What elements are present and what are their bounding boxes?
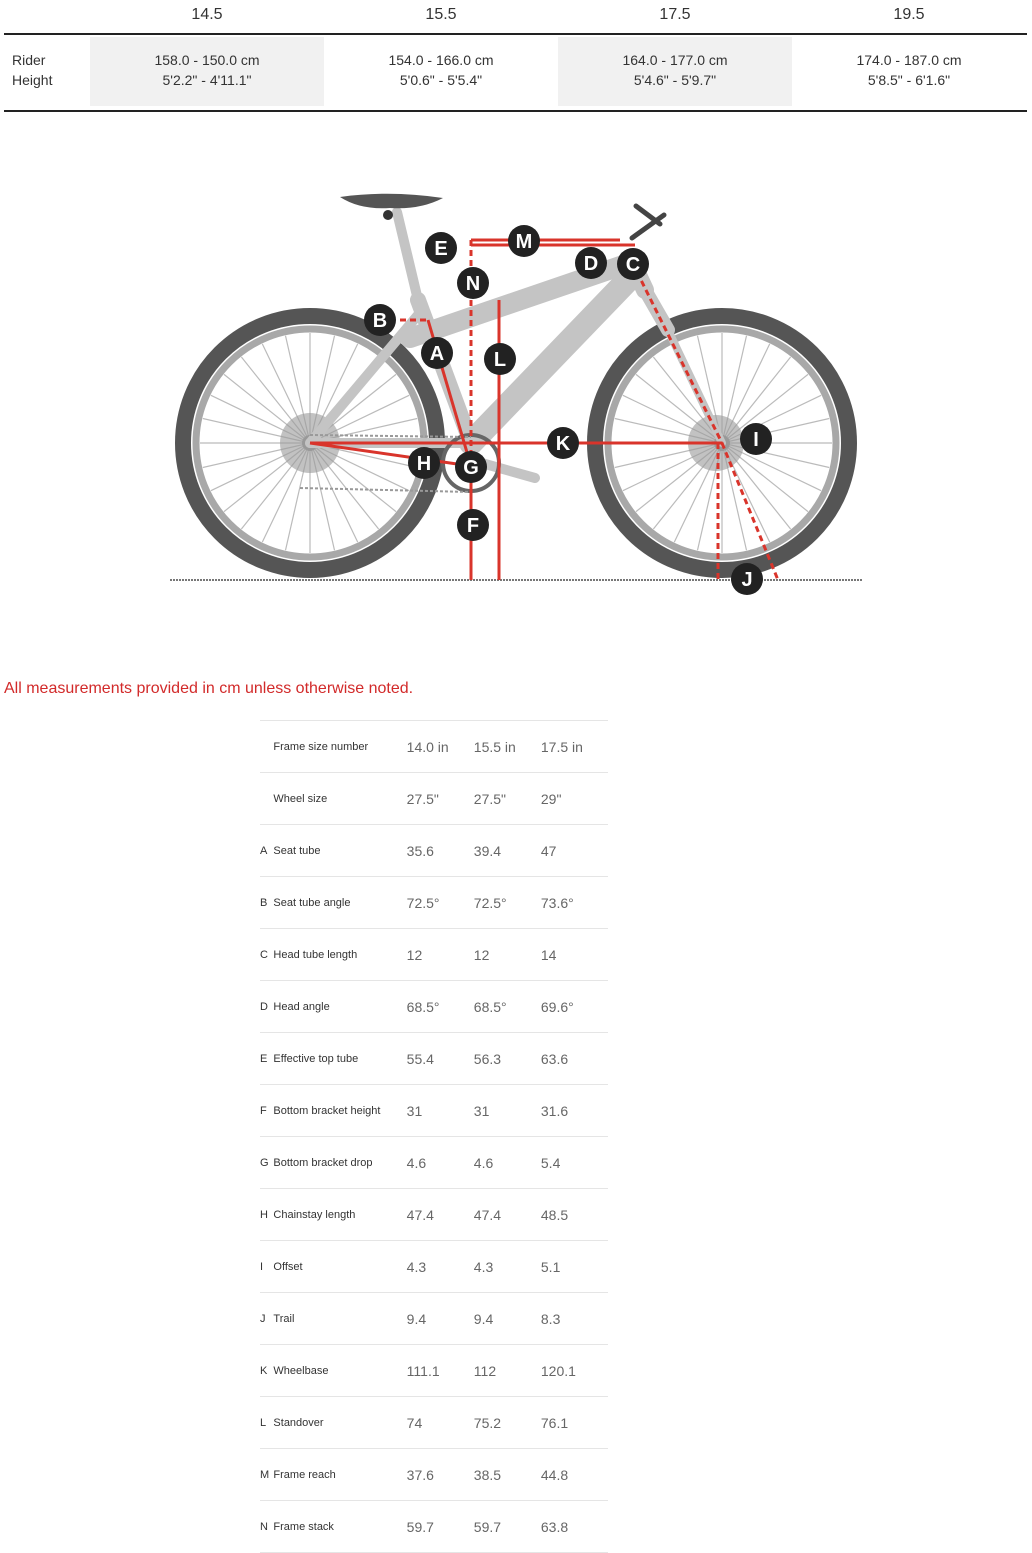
svg-text:L: L bbox=[493, 349, 507, 371]
marker-E bbox=[425, 232, 457, 264]
rider-height-table bbox=[4, 0, 1027, 112]
row-value: 55.4 bbox=[406, 1050, 434, 1067]
row-letter: L bbox=[260, 1416, 267, 1429]
svg-text:E: E bbox=[434, 238, 448, 260]
marker-I bbox=[740, 423, 772, 455]
row-value: 12 bbox=[473, 946, 490, 963]
marker-H bbox=[408, 447, 440, 479]
table-row bbox=[260, 981, 608, 1033]
marker-K bbox=[547, 427, 579, 459]
table-row bbox=[260, 1501, 608, 1553]
size-column-header[interactable]: 14.5 bbox=[191, 6, 223, 23]
row-value: 74 bbox=[406, 1414, 423, 1431]
row-letter: G bbox=[260, 1156, 269, 1169]
svg-text:D: D bbox=[583, 253, 599, 275]
table-row bbox=[260, 1137, 608, 1189]
row-value: 75.2 bbox=[473, 1414, 502, 1431]
rider-height-row bbox=[4, 35, 1027, 112]
row-letter: C bbox=[260, 948, 268, 961]
row-letter: E bbox=[260, 1052, 268, 1065]
table-row bbox=[260, 1449, 608, 1501]
row-value: 15.5 in bbox=[473, 738, 516, 755]
rider-height-label bbox=[4, 37, 90, 110]
row-label: Head angle bbox=[273, 1000, 330, 1013]
marker-C bbox=[617, 248, 649, 280]
marker-A bbox=[421, 337, 453, 369]
table-row bbox=[260, 1241, 608, 1293]
table-row bbox=[260, 1345, 608, 1397]
svg-text:G: G bbox=[463, 457, 479, 479]
row-value: 111.1 bbox=[406, 1362, 440, 1379]
svg-text:K: K bbox=[555, 433, 571, 455]
row-label: Standover bbox=[273, 1416, 324, 1429]
row-value: 27.5" bbox=[406, 790, 439, 807]
size-column-header[interactable]: 19.5 bbox=[893, 6, 925, 23]
row-value: 12 bbox=[406, 946, 423, 963]
height-ft: 5'2.2" - 4'11.1" bbox=[162, 72, 252, 88]
row-value: 4.3 bbox=[473, 1258, 494, 1275]
row-value: 17.5 in bbox=[540, 738, 583, 755]
row-label: Seat tube bbox=[273, 844, 321, 857]
row-letter: F bbox=[260, 1104, 267, 1117]
row-value: 48.5 bbox=[540, 1206, 569, 1223]
row-value: 9.4 bbox=[473, 1310, 494, 1327]
header-spacer bbox=[4, 0, 90, 33]
row-value: 37.6 bbox=[406, 1466, 434, 1483]
row-value: 47.4 bbox=[473, 1206, 502, 1223]
row-value: 68.5° bbox=[473, 998, 507, 1015]
row-value: 14 bbox=[540, 946, 557, 963]
row-value: 5.4 bbox=[540, 1154, 561, 1171]
row-label: Effective top tube bbox=[273, 1052, 359, 1065]
row-label: Bottom bracket drop bbox=[273, 1156, 373, 1169]
svg-text:M: M bbox=[515, 231, 533, 253]
seatpost-clamp bbox=[383, 210, 393, 220]
marker-G bbox=[455, 451, 487, 483]
height-ft: 5'4.6" - 5'9.7" bbox=[633, 72, 717, 88]
rider-label-line1: Rider bbox=[12, 52, 46, 68]
row-value: 47 bbox=[540, 842, 557, 859]
row-value: 72.5° bbox=[473, 894, 507, 911]
handlebar bbox=[632, 206, 664, 238]
table-row bbox=[260, 825, 608, 877]
svg-text:J: J bbox=[741, 569, 753, 591]
row-label: Frame stack bbox=[273, 1520, 334, 1533]
svg-text:A: A bbox=[429, 343, 445, 365]
row-value: 120.1 bbox=[540, 1362, 576, 1379]
marker-M bbox=[508, 225, 540, 257]
row-value: 9.4 bbox=[406, 1310, 427, 1327]
rider-height-cell bbox=[90, 37, 324, 106]
row-value: 31.6 bbox=[540, 1102, 569, 1119]
row-value: 4.6 bbox=[406, 1154, 427, 1171]
bike-geometry-diagram bbox=[0, 110, 1032, 610]
row-letter: N bbox=[260, 1520, 268, 1533]
row-value: 59.7 bbox=[473, 1518, 502, 1535]
marker-D bbox=[575, 247, 607, 279]
marker-F bbox=[457, 509, 489, 541]
row-letter: M bbox=[260, 1468, 270, 1481]
height-ft: 5'0.6" - 5'5.4" bbox=[399, 72, 483, 88]
table-row bbox=[260, 1033, 608, 1085]
row-value: 73.6° bbox=[540, 894, 574, 911]
table-row bbox=[260, 877, 608, 929]
row-value: 14.0 in bbox=[406, 738, 449, 755]
table-row bbox=[260, 773, 608, 825]
rider-height-cell bbox=[558, 37, 792, 106]
marker-L bbox=[484, 343, 516, 375]
row-label: Frame reach bbox=[273, 1468, 336, 1481]
row-letter: J bbox=[260, 1312, 266, 1325]
row-letter: B bbox=[260, 896, 268, 909]
row-value: 63.6 bbox=[540, 1050, 569, 1067]
row-value: 69.6° bbox=[540, 998, 574, 1015]
row-label: Offset bbox=[273, 1260, 303, 1273]
row-label: Frame size number bbox=[273, 740, 369, 753]
svg-text:H: H bbox=[416, 453, 432, 475]
row-value: 27.5" bbox=[473, 790, 506, 807]
row-letter: D bbox=[260, 1000, 268, 1013]
row-value: 4.6 bbox=[473, 1154, 494, 1171]
row-label: Trail bbox=[273, 1312, 295, 1325]
table-row bbox=[260, 1189, 608, 1241]
height-cm: 154.0 - 166.0 cm bbox=[388, 52, 494, 68]
row-value: 72.5° bbox=[406, 894, 440, 911]
chain-bottom bbox=[300, 488, 471, 492]
row-label: Seat tube angle bbox=[273, 896, 351, 909]
row-value: 38.5 bbox=[473, 1466, 502, 1483]
row-value: 39.4 bbox=[473, 842, 502, 859]
table-row bbox=[260, 1397, 608, 1449]
row-label: Bottom bracket height bbox=[273, 1104, 381, 1117]
size-header-row bbox=[4, 0, 1027, 35]
height-cm: 174.0 - 187.0 cm bbox=[856, 52, 962, 68]
table-row bbox=[260, 1085, 608, 1137]
size-column-header[interactable]: 15.5 bbox=[425, 6, 457, 23]
row-value: 35.6 bbox=[406, 842, 434, 859]
row-value: 31 bbox=[406, 1102, 423, 1119]
table-row bbox=[260, 1293, 608, 1345]
row-letter: A bbox=[260, 844, 268, 857]
row-label: Wheel size bbox=[273, 792, 328, 805]
svg-text:F: F bbox=[466, 515, 480, 537]
size-column-header[interactable]: 17.5 bbox=[659, 6, 691, 23]
geometry-table bbox=[260, 720, 608, 1553]
height-cm: 164.0 - 177.0 cm bbox=[622, 52, 728, 68]
height-cm: 158.0 - 150.0 cm bbox=[154, 52, 260, 68]
rider-height-cell bbox=[792, 37, 1026, 106]
row-label: Chainstay length bbox=[273, 1208, 356, 1221]
row-value: 8.3 bbox=[540, 1310, 561, 1327]
svg-text:I: I bbox=[753, 429, 759, 451]
row-value: 56.3 bbox=[473, 1050, 502, 1067]
row-value: 31 bbox=[473, 1102, 490, 1119]
row-value: 47.4 bbox=[406, 1206, 434, 1223]
height-ft: 5'8.5" - 6'1.6" bbox=[867, 72, 951, 88]
row-letter: H bbox=[260, 1208, 268, 1221]
row-label: Wheelbase bbox=[273, 1364, 329, 1377]
rider-height-cell bbox=[324, 37, 558, 106]
marker-J bbox=[731, 563, 763, 595]
row-value: 112 bbox=[473, 1362, 497, 1379]
row-value: 44.8 bbox=[540, 1466, 569, 1483]
row-value: 4.3 bbox=[406, 1258, 427, 1275]
row-value: 5.1 bbox=[540, 1258, 561, 1275]
row-value: 76.1 bbox=[540, 1414, 569, 1431]
marker-B bbox=[364, 304, 396, 336]
row-letter: I bbox=[260, 1260, 264, 1273]
svg-text:N: N bbox=[465, 273, 481, 295]
marker-N bbox=[457, 267, 489, 299]
row-label: Head tube length bbox=[273, 948, 358, 961]
saddle bbox=[340, 194, 443, 209]
row-value: 63.8 bbox=[540, 1518, 569, 1535]
rider-label-line2: Height bbox=[12, 72, 53, 88]
measurement-note: All measurements provided in cm unless otherwise noted. bbox=[4, 680, 414, 697]
table-row bbox=[260, 929, 608, 981]
row-value: 59.7 bbox=[406, 1518, 434, 1535]
row-value: 68.5° bbox=[406, 998, 440, 1015]
row-value: 29" bbox=[540, 790, 562, 807]
table-row bbox=[260, 721, 608, 773]
svg-text:B: B bbox=[372, 310, 388, 332]
svg-text:C: C bbox=[625, 254, 641, 276]
row-letter: K bbox=[260, 1364, 268, 1377]
